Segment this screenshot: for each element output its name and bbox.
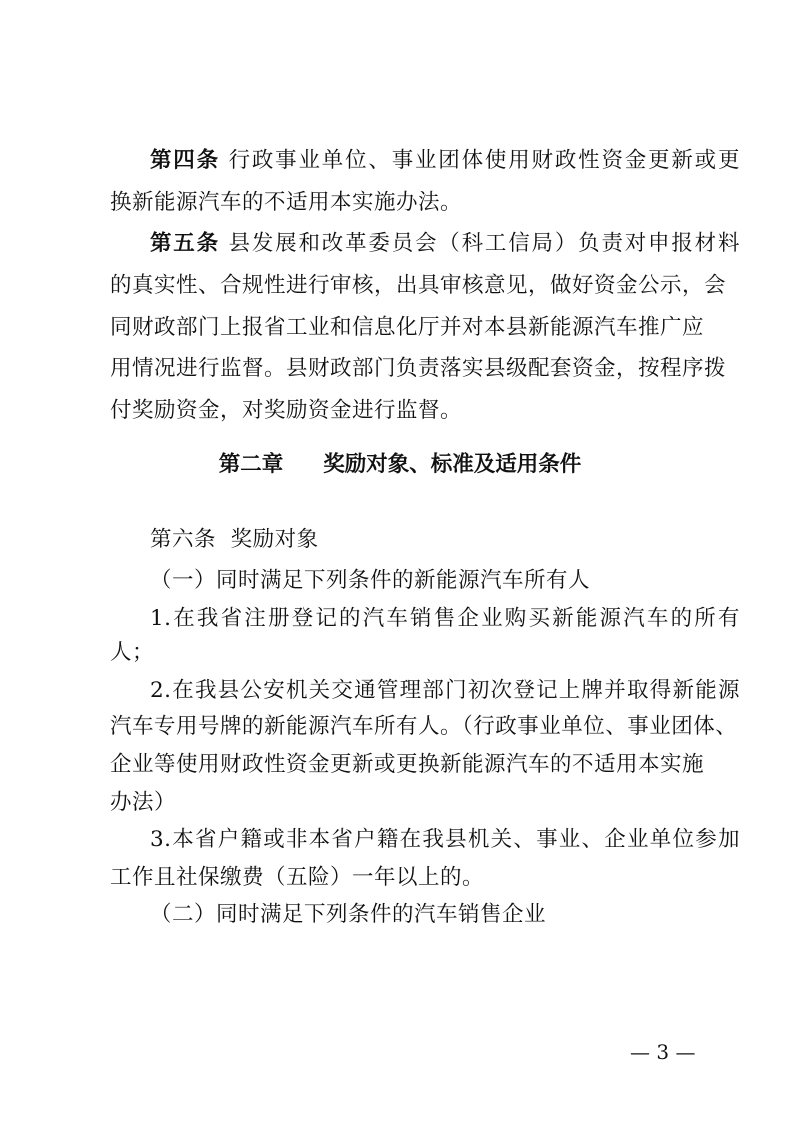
chapter-heading — [0, 450, 800, 480]
article5-line3: 同财政部门上报省工业和信息化厅并对本县新能源汽车推广应 — [110, 315, 705, 340]
article5-text-line1: 县发展和改革委员会（科工信局）负责对申报材料 — [228, 231, 740, 256]
article6-item1-line2: 人； — [110, 640, 155, 665]
article6-item3-line2: 工作且社保缴费（五险）一年以上的。 — [110, 865, 485, 890]
article5-line4: 用情况进行监督。县财政部门负责落实县级配套资金，按程序拨 — [110, 356, 727, 381]
article6-sub1: （一）同时满足下列条件的新能源汽车所有人 — [150, 568, 591, 593]
article4-line1 — [150, 146, 740, 176]
article6-item2-line1: 2.在我县公安机关交通管理部门初次登记上牌并取得新能源 — [150, 678, 740, 703]
article6-heading: 第六条 奖励对象 — [150, 527, 319, 552]
article6-sub2: （二）同时满足下列条件的汽车销售企业 — [150, 902, 547, 927]
chapter-number: 第二章 — [218, 452, 284, 477]
article6-item2-line2: 汽车专用号牌的新能源汽车所有人。（行政事业单位、事业团体、 — [110, 714, 738, 739]
article4-label: 第四条 — [150, 148, 220, 173]
article6-item3-line1: 3.本省户籍或非本省户籍在我县机关、事业、企业单位参加 — [150, 827, 740, 852]
chapter-title: 奖励对象、标准及适用条件 — [323, 452, 582, 477]
article5-label: 第五条 — [150, 231, 220, 256]
article6-item1-line1: 1.在我省注册登记的汽车销售企业购买新能源汽车的所有 — [150, 606, 740, 631]
article6-item2-line4: 办法） — [110, 790, 177, 815]
page-number: — 3 — — [630, 1040, 696, 1064]
article6-item2-line3: 企业等使用财政性资金更新或更换新能源汽车的不适用本实施 — [110, 752, 705, 777]
article4-text-line1: 行政事业单位、事业团体使用财政性资金更新或更 — [228, 148, 740, 173]
article5-line1 — [150, 229, 740, 259]
article5-line5: 付奖励资金，对奖励资金进行监督。 — [110, 398, 463, 423]
article5-line2: 的真实性、合规性进行审核，出具审核意见，做好资金公示，会 — [110, 273, 727, 298]
article4-line2: 换新能源汽车的不适用本实施办法。 — [110, 190, 463, 215]
